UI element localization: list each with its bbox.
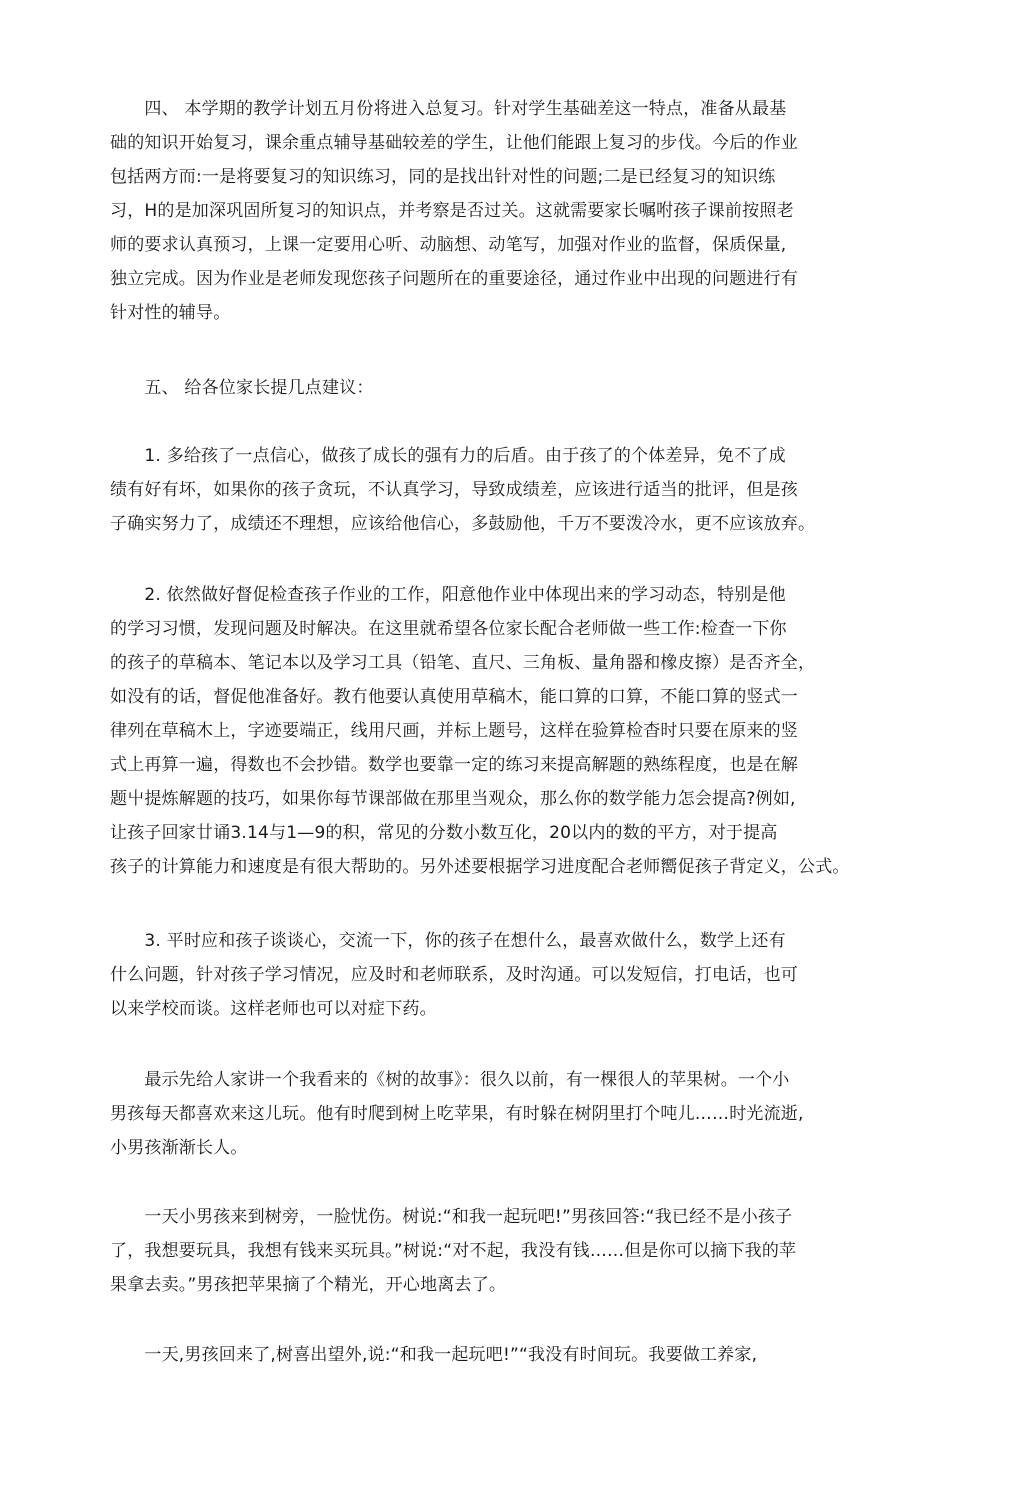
text-line: 针对性的辅导。	[110, 303, 231, 323]
text-line: 男孩每天都喜欢来这儿玩。他有时爬到树上吃苹果，有时躲在树阴里打个吨儿……时光流逝,	[110, 1104, 804, 1124]
paragraph-review-plan	[110, 92, 870, 330]
paragraph-tree-story-2	[110, 1200, 870, 1302]
text-line: 果拿去卖。”男孩把苹果摘了个精光，开心地离去了。	[110, 1275, 507, 1295]
text-line: 如没有的话，督促他准备好。教冇他要认真使用草稿木，能口算的口算，不能口算的竖式一	[110, 687, 798, 707]
text-line: 最示先给人家讲一个我看来的《树的故事》：很久以前，有一棵很人的苹果树。一个小	[110, 1070, 790, 1090]
paragraph-tree-story-3	[110, 1338, 870, 1372]
text-line: 律列在草稿木上，字迹要端正，线用尺画，并标上题号，这样在验算检杳时只要在原来的竖	[110, 721, 798, 741]
text-line: 孩子的计算能力和速度是有很大帮助的。另外述要根据学习进度配合老师嚮促孩子背定义，公式。	[110, 857, 850, 877]
text-line: 子确实努力了，成绩还不理想，应该给他信心，多鼓励他，千万不要泼冷水，更不应该放弃。	[110, 514, 816, 534]
paragraph-suggestion-3	[110, 924, 870, 1026]
text-line: 以来学校而谈。这样老师也可以对症下药。	[110, 999, 437, 1019]
text-line: 础的知识开始复习，课余重点辅导基础较差的学生，让他们能跟上复习的步伐。今后的作业	[110, 133, 798, 153]
text-line: 3. 平时应和孩子谈谈心，交流一下，你的孩子在想什么，最喜欢做什么，数学上还有	[110, 931, 786, 951]
paragraph-suggestion-2	[110, 578, 870, 884]
text-line: 小男孩渐渐长人。	[110, 1138, 248, 1158]
text-line: 一天,男孩回来了,树喜出望外,说:“和我一起玩吧!”“我没有时间玩。我要做工养家,	[110, 1345, 758, 1365]
text-line: 式上再算一遍，得数也不会抄错。数学也要靠一定的练习来提高解题的熟练程度，也是在解	[110, 755, 798, 775]
text-line: 的学习习惯，发现问题及时解决。在这里就希望各位家长配合老师做一些工作:检查一下你	[110, 619, 787, 639]
text-line: 包括两方而:一是将要复习的知识练习，同的是找出针对性的问题;二是已经复习的知识练	[110, 167, 776, 187]
text-line: 师的要求认真预习，上课一定要用心听、动脑想、动笔写，加强对作业的监督，保质保量,	[110, 235, 787, 255]
text-line: 2. 依然做好督促检查孩子作业的工作，阳意他作业中体现出来的学习动态，特别是他	[110, 585, 786, 605]
text-line: 的孩子的草稿本、笔记本以及学习工具（铅笔、直尺、三角板、量角器和橡皮擦）是否齐全，	[110, 653, 816, 673]
text-line: 题屮提炼解题的技巧，如果你每节课部做在那里当观众，那么你的数学能力怎会提高?例如,	[110, 789, 796, 809]
text-line: 五、 给各位家长提几点建议：	[110, 378, 374, 398]
text-line: 了，我想要玩具，我想有钱来买玩具。”树说:“对不起，我没有钱……但是你可以摘下我的苹	[110, 1241, 797, 1261]
text-line: 习，H的是加深巩固所复习的知识点，并考察是否过关。这就需要家长嘱咐孩子课前按照老	[110, 201, 794, 221]
paragraph-tree-story-intro	[110, 1063, 870, 1165]
text-line: 绩有好有坏，如果你的孩子贪玩，不认真学习，导致成绩差，应该进行适当的批评，但是孩	[110, 480, 798, 500]
text-line: 一天小男孩来到树旁，一脸忧伤。树说:“和我一起玩吧!”男孩回答:“我已经不是小孩子	[110, 1207, 793, 1227]
text-line: 独立完成。因为作业是老师发现您孩子问题所在的重要途径，通过作业中出现的问题进行有	[110, 269, 798, 289]
section-heading-suggestions	[110, 371, 870, 405]
paragraph-suggestion-1	[110, 439, 870, 541]
text-line: 四、 本学期的教学计划五月份将进入总复习。针对学生基础差这一特点，准备从最基	[110, 99, 787, 119]
text-line: 1. 多给孩了一点信心，做孩了成长的强有力的后盾。由于孩了的个体差异，免不了成	[110, 446, 786, 466]
text-line: 什么问题，针对孩子学习情况，应及时和老师联系，及时沟通。可以发短信，打电话，也可	[110, 965, 798, 985]
text-line: 让孩子回家廿诵3.14与1—9的积，常见的分数小数互化，20以内的数的平方，对于提高	[110, 823, 778, 843]
